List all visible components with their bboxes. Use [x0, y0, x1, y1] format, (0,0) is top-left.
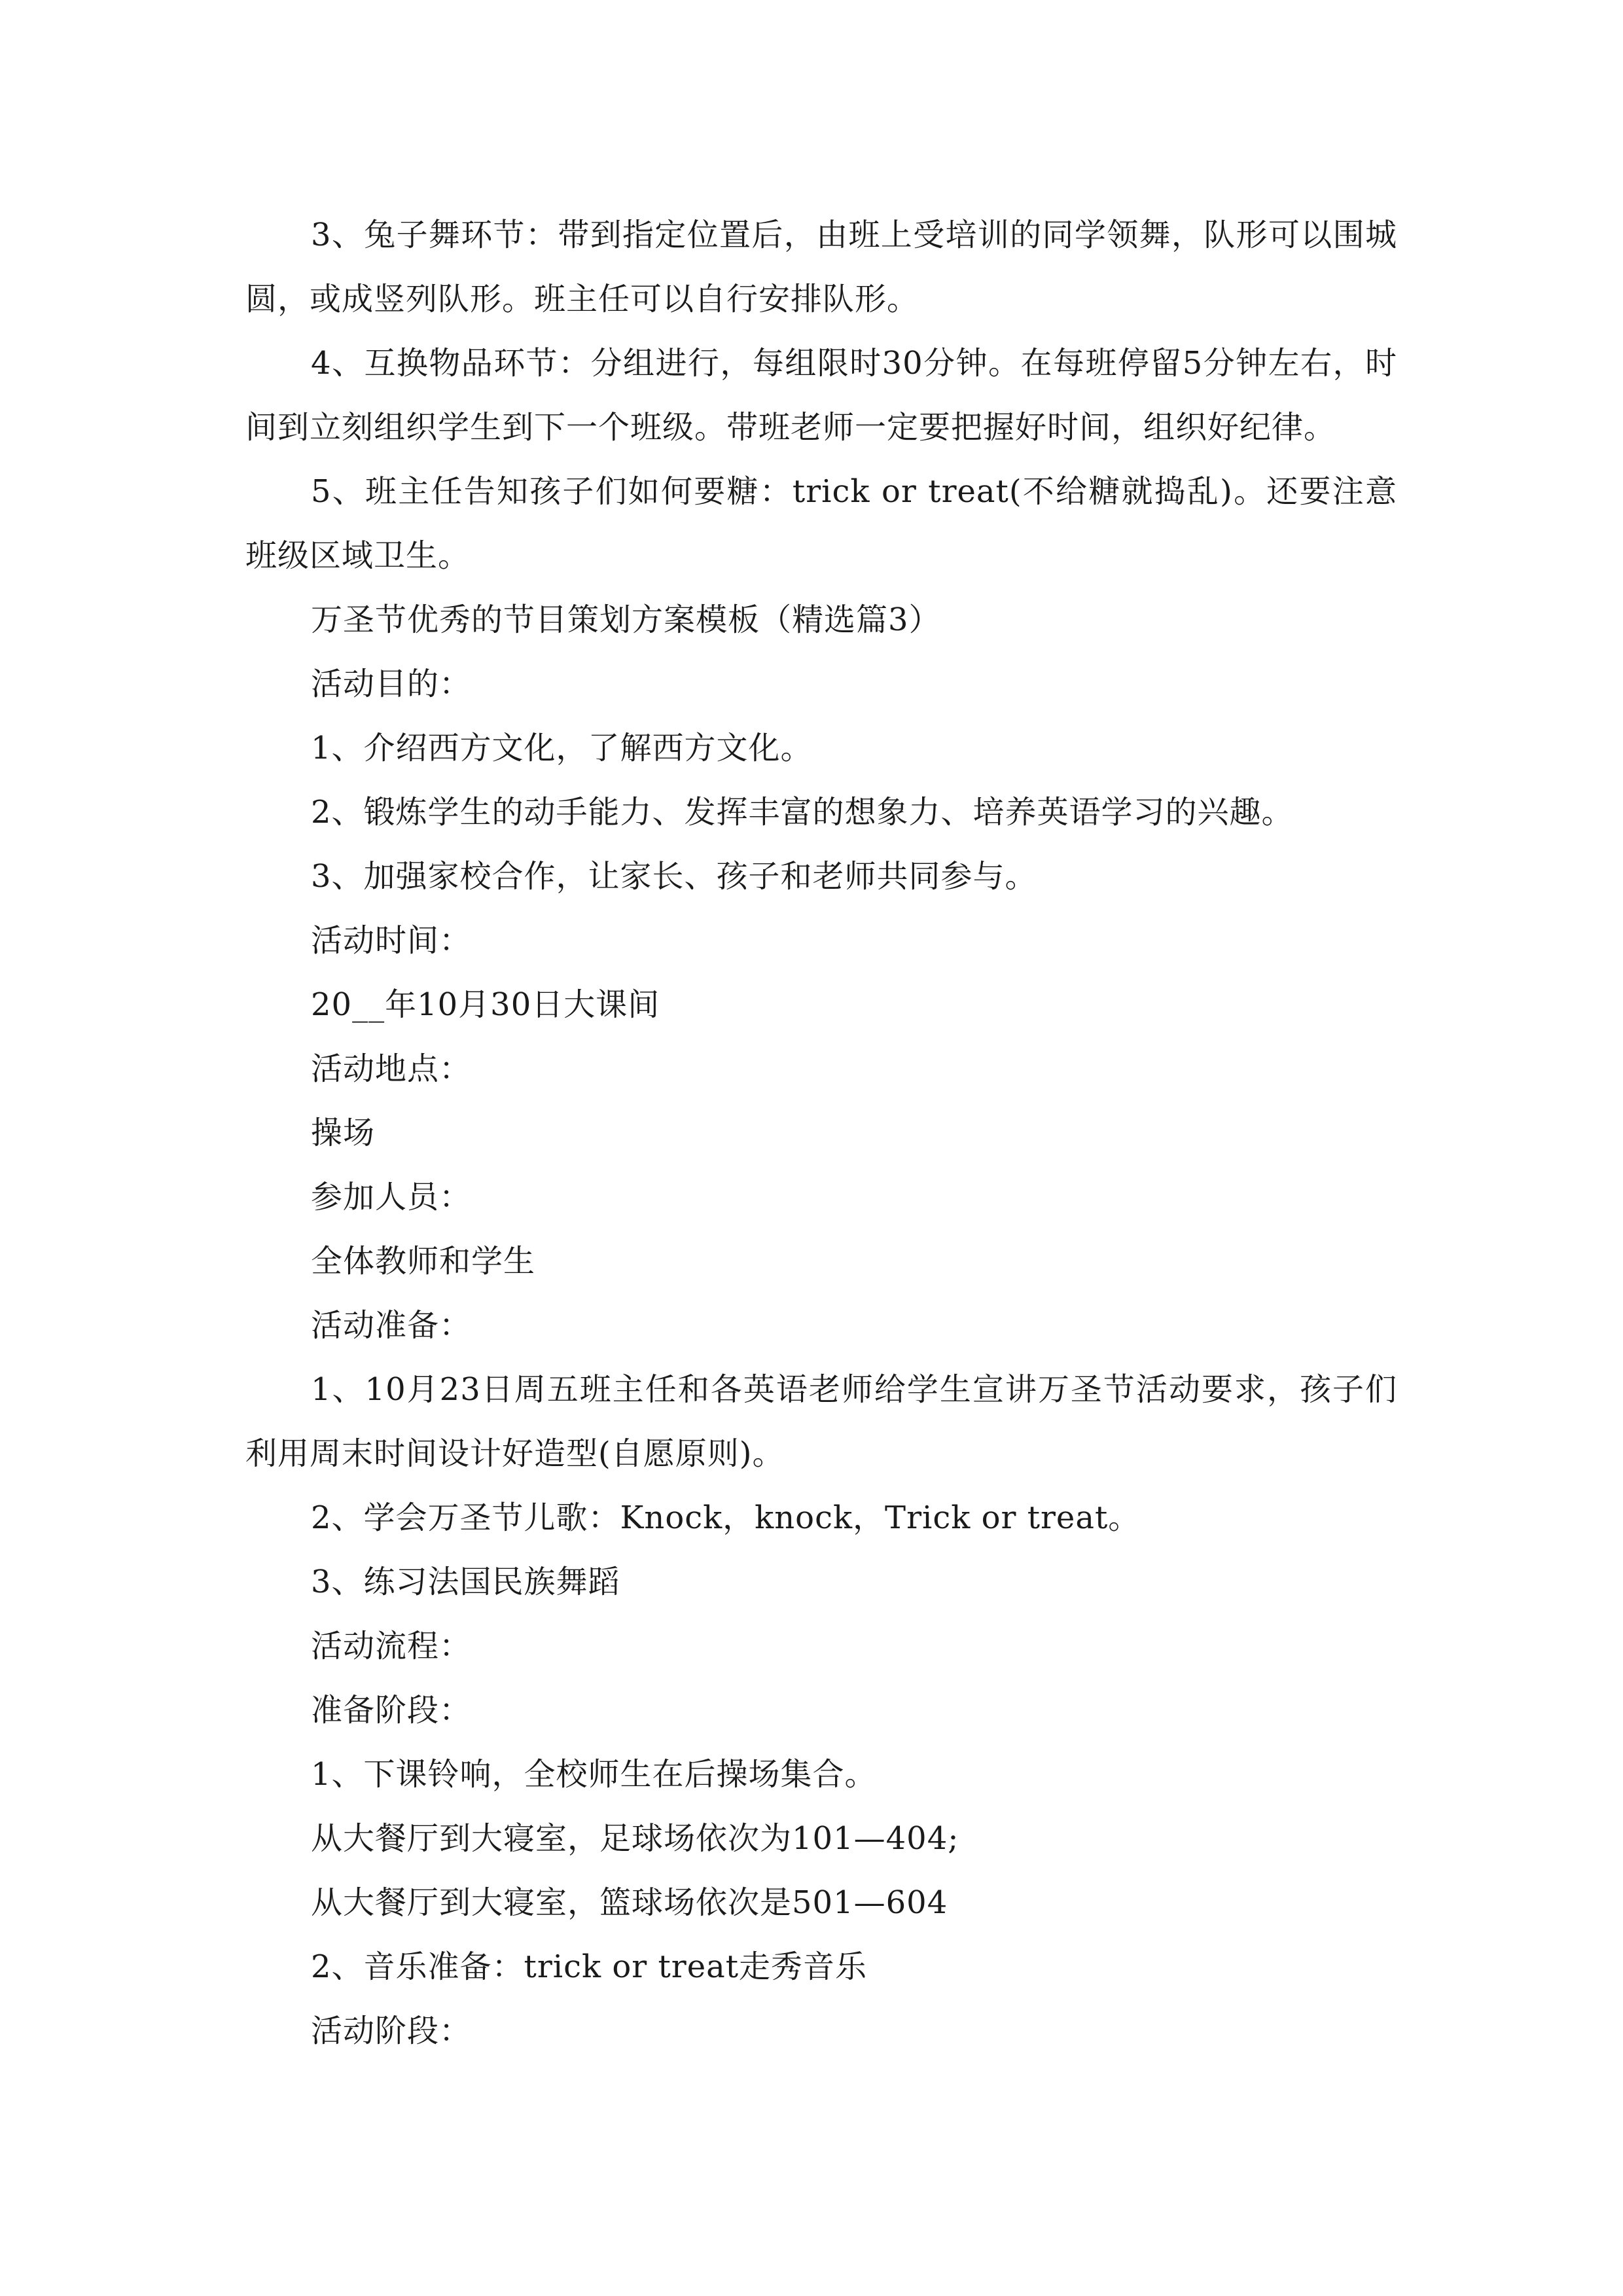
heading-activity-time: 活动时间：	[311, 922, 472, 959]
purpose-item-3: 3、加强家校合作，让家长、孩子和老师共同参与。	[311, 858, 1037, 895]
preparation-item-3: 3、练习法国民族舞蹈	[311, 1564, 620, 1600]
activity-time-value: 20__年10月30日大课间	[311, 986, 660, 1023]
participants-value: 全体教师和学生	[311, 1243, 536, 1280]
football-field-order: 从大餐厅到大寝室，足球场依次为101—404;	[311, 1820, 959, 1857]
section-heading-plan-3: 万圣节优秀的节目策划方案模板（精选篇3）	[311, 601, 941, 638]
prep-stage-item-2: 2、音乐准备：trick or treat走秀音乐	[311, 1948, 868, 1985]
heading-activity-purpose: 活动目的：	[311, 666, 472, 702]
heading-activity-location: 活动地点：	[311, 1050, 472, 1087]
heading-activity-stage: 活动阶段：	[311, 2013, 472, 2049]
preparation-item-1: 1、10月23日周五班主任和各英语老师给学生宣讲万圣节活动要求，孩子们利用周末时间设计好造型(自愿原则)。	[245, 1371, 1397, 1472]
prep-stage-item-1: 1、下课铃响，全校师生在后操场集合。	[311, 1756, 877, 1793]
heading-participants: 参加人员：	[311, 1179, 472, 1215]
purpose-item-1: 1、介绍西方文化，了解西方文化。	[311, 730, 813, 766]
purpose-item-2: 2、锻炼学生的动手能力、发挥丰富的想象力、培养英语学习的兴趣。	[311, 794, 1294, 831]
paragraph-trick-or-treat: 5、班主任告知孩子们如何要糖：trick or treat(不给糖就捣乱)。还要注意班级区域卫生。	[245, 473, 1397, 574]
heading-prep-stage: 准备阶段：	[311, 1692, 472, 1729]
activity-location-value: 操场	[311, 1115, 376, 1151]
heading-activity-flow: 活动流程：	[311, 1628, 472, 1664]
heading-preparation: 活动准备：	[311, 1307, 472, 1344]
paragraph-rabbit-dance: 3、兔子舞环节：带到指定位置后，由班上受培训的同学领舞，队形可以围城圆，或成竖列队形。班主任可以自行安排队形。	[245, 217, 1397, 317]
basketball-court-order: 从大餐厅到大寝室，篮球场依次是501—604	[311, 1884, 948, 1921]
paragraph-item-exchange: 4、互换物品环节：分组进行，每组限时30分钟。在每班停留5分钟左右，时间到立刻组织学生到下一个班级。带班老师一定要把握好时间，组织好纪律。	[245, 345, 1397, 446]
preparation-item-2: 2、学会万圣节儿歌：Knock，knock，Trick or treat。	[311, 1499, 1141, 1536]
document-body	[245, 203, 1397, 2063]
